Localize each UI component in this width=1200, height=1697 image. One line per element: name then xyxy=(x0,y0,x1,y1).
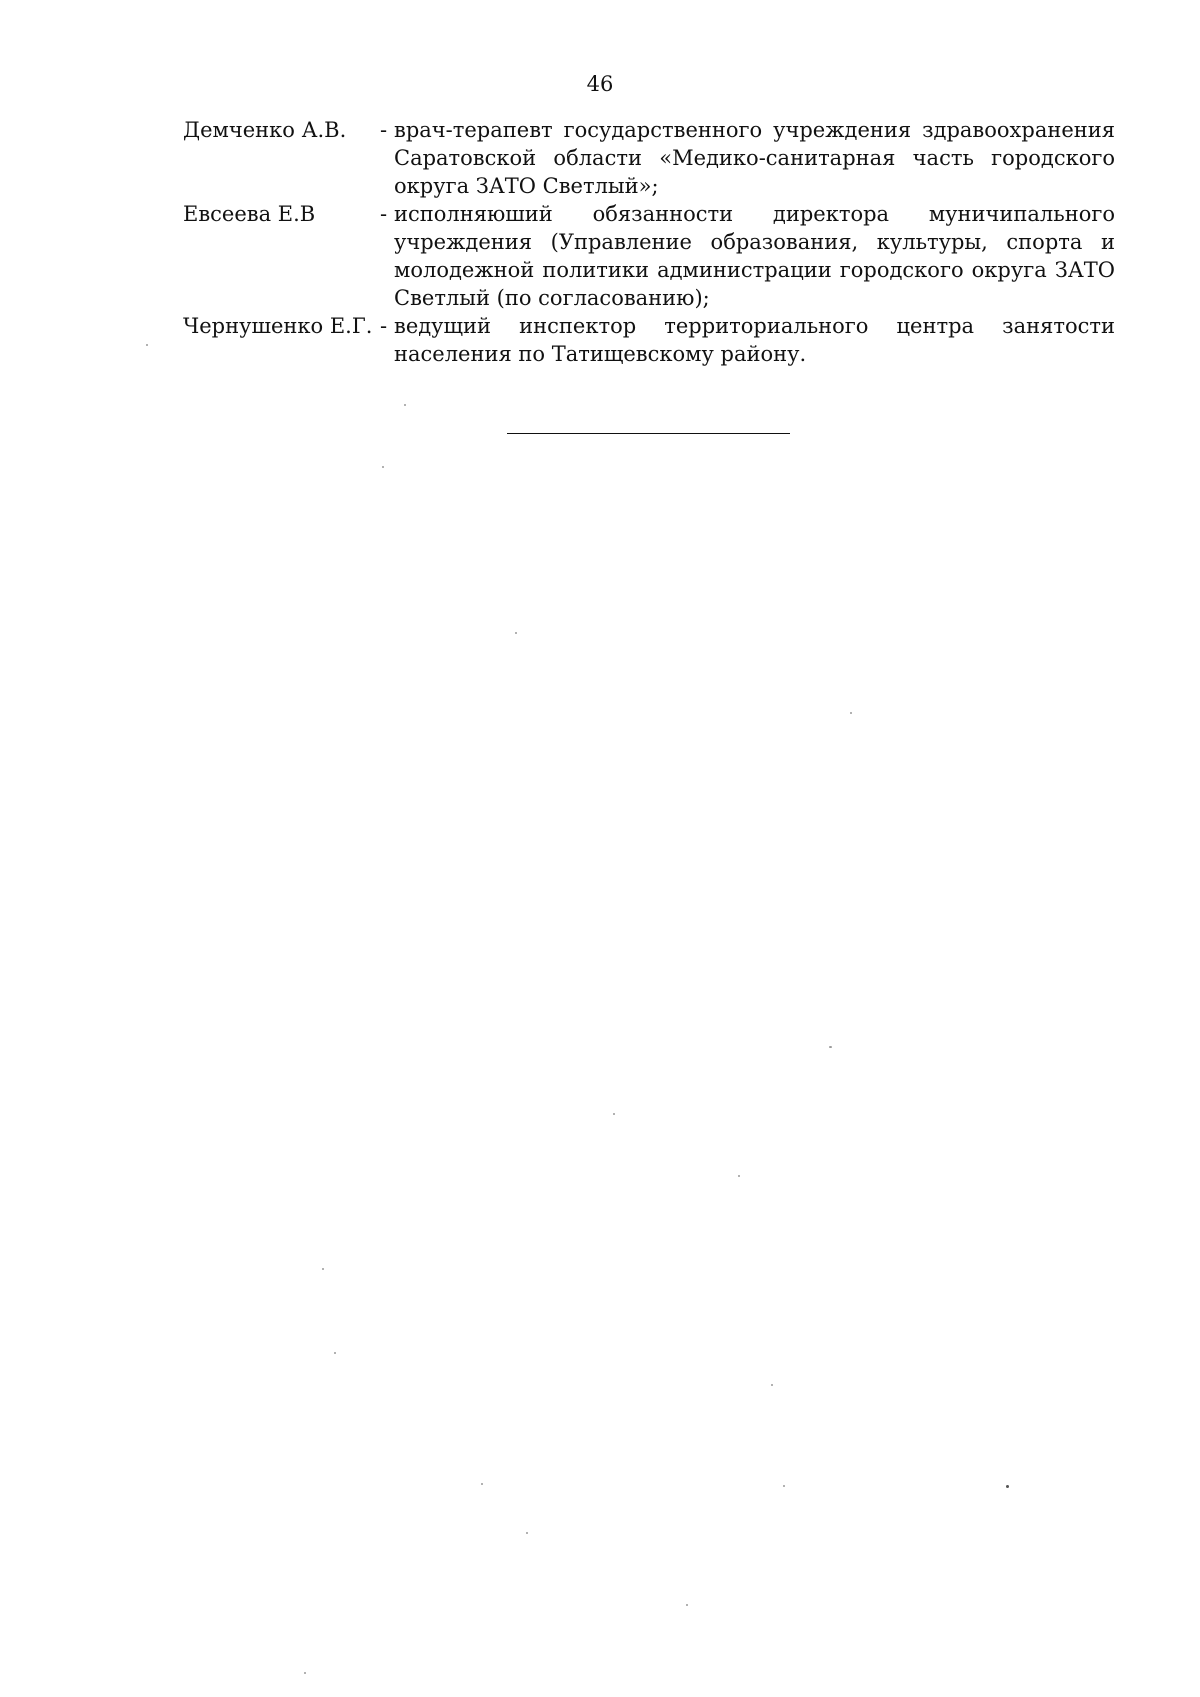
scan-speck xyxy=(850,712,852,714)
scan-speck xyxy=(481,1483,483,1485)
list-item xyxy=(183,312,1115,368)
list-item xyxy=(183,116,1115,200)
scan-speck xyxy=(771,1384,773,1386)
members-list xyxy=(183,116,1115,368)
scan-speck xyxy=(686,1604,688,1606)
scan-speck xyxy=(304,1672,306,1674)
member-name: Евсеева Е.В xyxy=(183,202,316,226)
scan-speck xyxy=(382,466,384,468)
member-name: Чернушенко Е.Г. xyxy=(183,314,373,338)
entry-dash: - xyxy=(380,314,388,338)
member-position: врач-терапевт государственного учреждения здравоохранения Саратовской области «Медико-санитарная часть городского округа ЗАТО Светлый»; xyxy=(394,118,1115,198)
scan-speck xyxy=(404,404,406,406)
scan-speck xyxy=(334,1352,336,1354)
scan-speck xyxy=(146,344,148,346)
scan-speck xyxy=(1006,1485,1009,1488)
member-position: исполняюший обязанности директора муничипального учреждения (Управление образования, культуры, спорта и молодежной политики администрации городского округа ЗАТО Светлый (по согласованию); xyxy=(394,202,1115,310)
entry-dash: - xyxy=(380,118,388,142)
page-number: 46 xyxy=(586,72,614,96)
scan-speck xyxy=(526,1532,528,1534)
closing-separator-line xyxy=(507,433,790,434)
entry-dash: - xyxy=(380,202,388,226)
member-name: Демченко А.В. xyxy=(183,118,347,142)
scan-speck xyxy=(738,1175,740,1177)
member-position: ведущий инспектор территориального центра занятости населения по Татищевскому району. xyxy=(394,314,1115,366)
scan-speck xyxy=(829,1046,832,1048)
scan-speck xyxy=(783,1485,785,1487)
scan-speck xyxy=(515,632,517,634)
list-item xyxy=(183,200,1115,312)
scan-speck xyxy=(613,1113,615,1115)
scan-speck xyxy=(322,1268,324,1270)
